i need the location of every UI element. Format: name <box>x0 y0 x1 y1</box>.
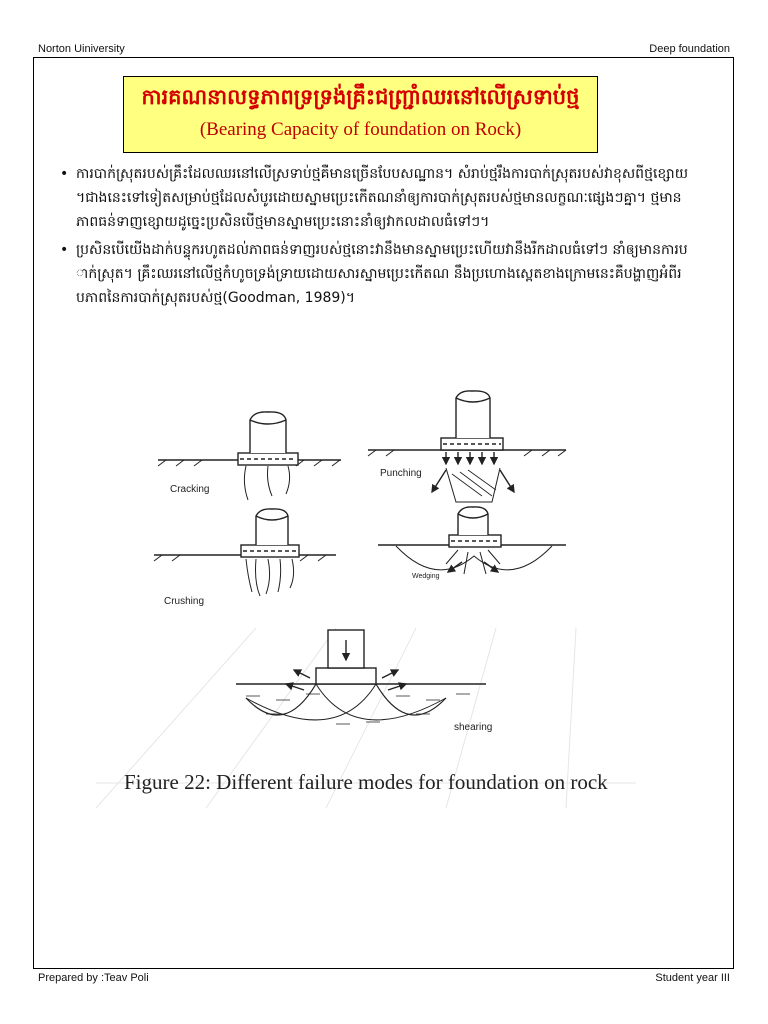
header-subject: Deep foundation <box>649 43 730 55</box>
label-crushing: Crushing <box>164 596 205 607</box>
body-text <box>60 162 690 314</box>
header-institution: Norton Uiniversity <box>38 43 125 55</box>
bullet-icon: • <box>60 242 69 258</box>
paragraph-2: ប្រសិនបើយើងដាក់បន្ទុករហូតដល់ភាពធន់ទាញរបស់ថ្មនោះវានឹងមានស្នាមប្រេះហើយវានឹងរីកដាលធំទៅៗ នាំឲ្យមានការបាក់ស្រុត។ គ្រឹះឈរនៅលើថ្មកំហូចទ្រង់ទ្រាយដោយសារស្នាមប្រេះកើតណ នឹងប្រហោងស្ពេតខាងក្រោមនេះគឺបង្ហាញអំពីរបភាពនៃការបាក់ស្រុតរបស់ថ្ម(Goodman, 1989)។ <box>76 242 688 306</box>
title-english: (Bearing Capacity of foundation on Rock) <box>199 119 522 140</box>
bullet-icon: • <box>60 166 69 182</box>
shearing-diagram <box>236 630 486 724</box>
footer-author: Prepared by :Teav Poli <box>38 972 149 984</box>
title-khmer: ការគណនាលទ្ធភាពទ្រទ្រង់គ្រឹះជញ្ជ្រាំឈរនៅលើស្រទាប់ថ្ម <box>141 85 580 109</box>
punching-diagram <box>368 391 566 502</box>
bullet-paragraph <box>60 162 690 234</box>
label-wedging: Wedging <box>412 573 440 580</box>
bullet-paragraph <box>60 238 690 310</box>
figure-caption: Figure 22: Different failure modes for foundation on rock <box>124 770 608 794</box>
wedging-diagram <box>378 507 566 574</box>
title-box <box>123 76 598 153</box>
crushing-diagram <box>154 509 336 596</box>
footer-year: Student year III <box>655 972 730 984</box>
paragraph-1: ការបាក់ស្រុតរបស់គ្រឹះដែលឈរនៅលើស្រទាប់ថ្មគឺមានច្រើនបែបសណ្ឋាន។ សំរាប់ថ្មរឹងការបាក់ស្រុតរបស់វាខុសពីថ្មខ្សោយ។ជាងនេះទៅទៀតសម្រាប់ថ្មដែលសំបូរដោយស្នាមប្រេះកើតណនាំឲ្យការបាក់ស្រុតរបស់ថ្មមានលក្ខណៈផ្សេងៗគ្នា។ ថ្មមានភាពធន់ទាញខ្សោយដូច្នេះប្រសិនបើថ្មមានស្នាមប្រេះនោះនាំឲ្យវាកលដាលធំទៅៗ។ <box>76 166 689 230</box>
failure-modes-figure <box>96 378 636 810</box>
label-cracking: Cracking <box>170 484 210 495</box>
label-shearing: shearing <box>454 722 493 733</box>
label-punching: Punching <box>380 468 422 479</box>
